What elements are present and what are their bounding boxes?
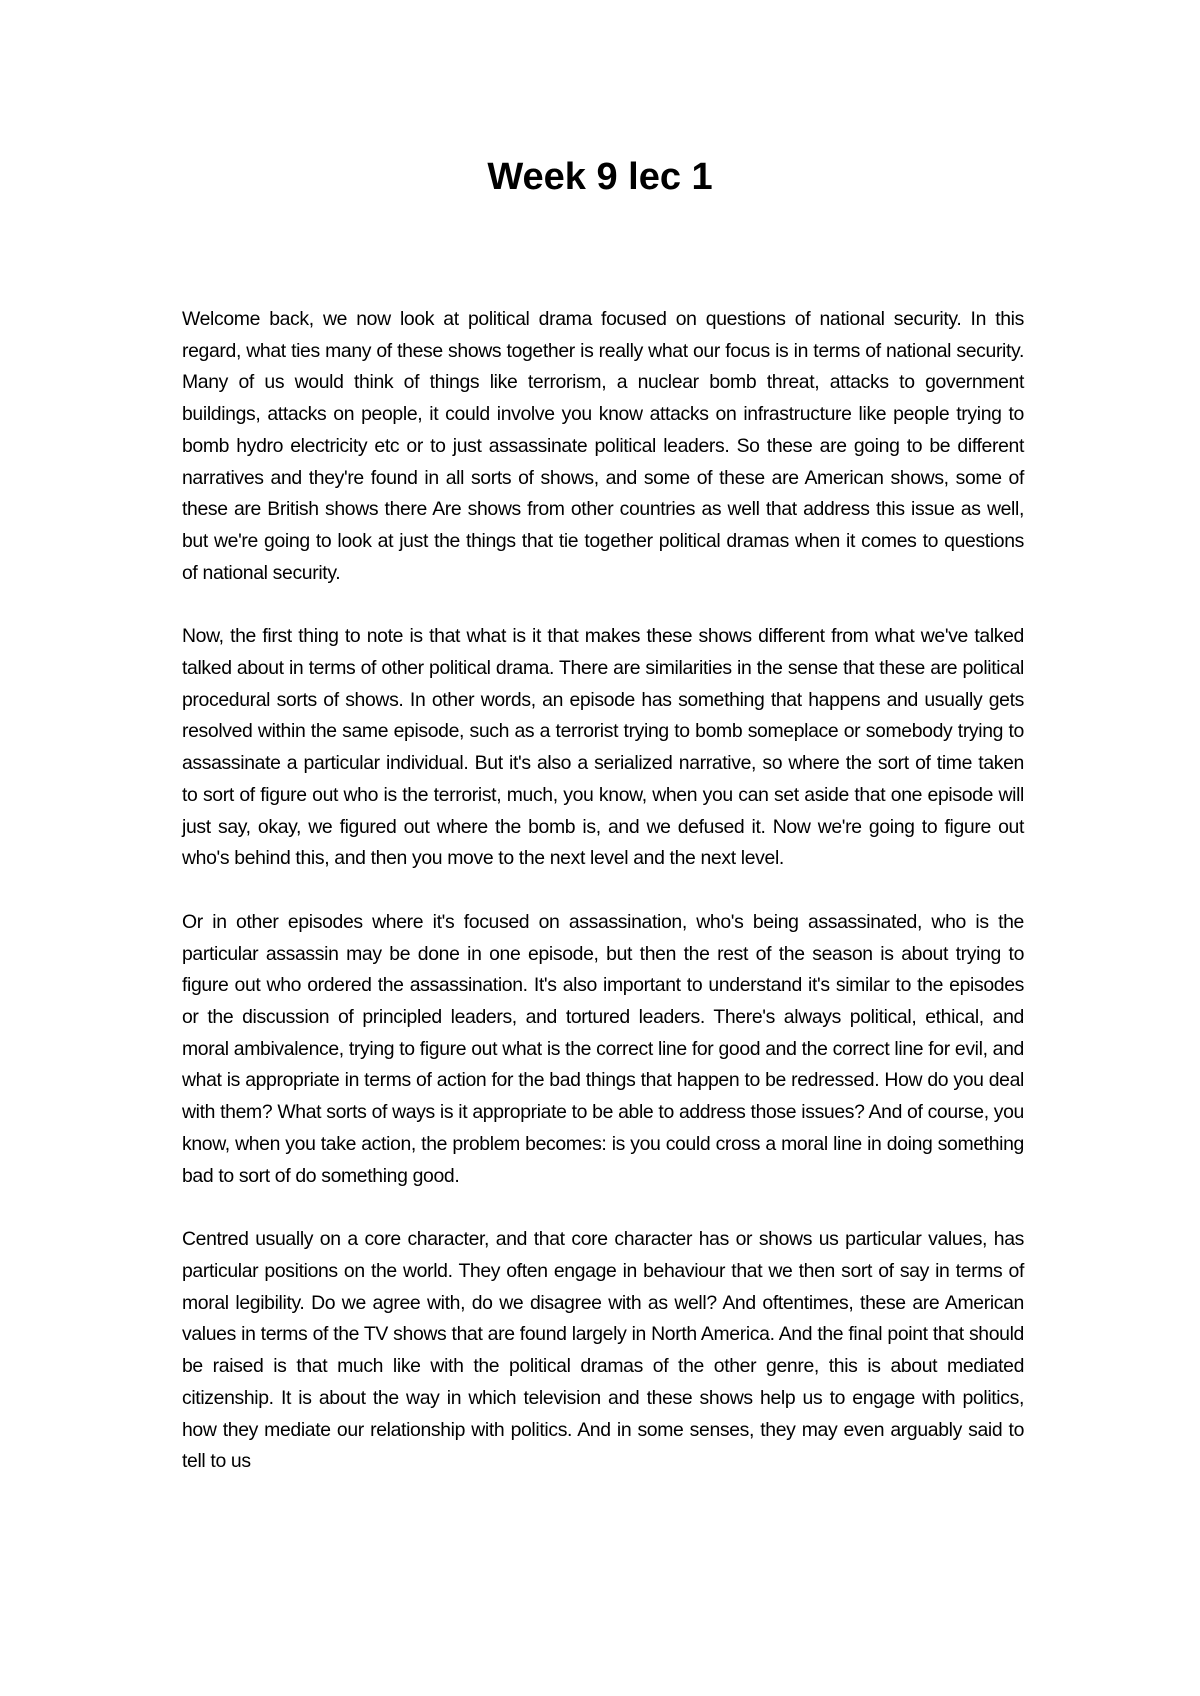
paragraph-3: Or in other episodes where it's focused on assassination, who's being assassinated, who is the particular assassin may be done in one episode, but then the rest of the season is about trying to figure out who ordered the assassination. It's also important to understand it's similar to the episodes or the discussion of principled leaders, and tortured leaders. There's always political, ethical, and moral ambivalence, trying to figure out what is the correct line for good and the correct line for evil, and what is appropriate in terms of action for the bad things that happen to be redressed. How do you deal with them? What sorts of ways is it appropriate to be able to address those issues? And of course, you know, when you take action, the problem becomes: is you could cross a moral line in doing something bad to sort of do something good. [182, 910, 1024, 1187]
document-body [182, 304, 1024, 1510]
document-title: Week 9 lec 1 [487, 156, 713, 198]
paragraph-2: Now, the first thing to note is that what is it that makes these shows different from what we've talked talked about in terms of other political drama. There are similarities in the sense that these are political procedural sorts of shows. In other words, an episode has something that happens and usually gets resolved within the same episode, such as a terrorist trying to bomb someplace or somebody trying to assassinate a particular individual. But it's also a serialized narrative, so where the sort of time taken to sort of figure out who is the terrorist, much, you know, when you can set aside that one episode will just say, okay, we figured out where the bomb is, and we defused it. Now we're going to figure out who's behind this, and then you move to the next level and the next level. [182, 625, 1024, 870]
paragraph-1: Welcome back, we now look at political drama focused on questions of national security. In this regard, what ties many of these shows together is really what our focus is in terms of national security. Many of us would think of things like terrorism, a nuclear bomb threat, attacks to government buildings, attacks on people, it could involve you know attacks on infrastructure like people trying to bomb hydro electricity etc or to just assassinate political leaders. So these are going to be different narratives and they're found in all sorts of shows, and some of these are American shows, some of these are British shows there Are shows from other countries as well that address this issue as well, but we're going to look at just the things that tie together political dramas when it comes to questions of national security. [182, 308, 1024, 584]
paragraph-4: Centred usually on a core character, and that core character has or shows us particular values, has particular positions on the world. They often engage in behaviour that we then sort of say in terms of moral legibility. Do we agree with, do we disagree with as well? And oftentimes, these are American values in terms of the TV shows that are found largely in North America. And the final point that should be raised is that much like with the political dramas of the other genre, this is about mediated citizenship. It is about the way in which television and these shows help us to engage with politics, how they mediate our relationship with politics. And in some senses, they may even arguably said to tell to us [182, 1228, 1024, 1473]
